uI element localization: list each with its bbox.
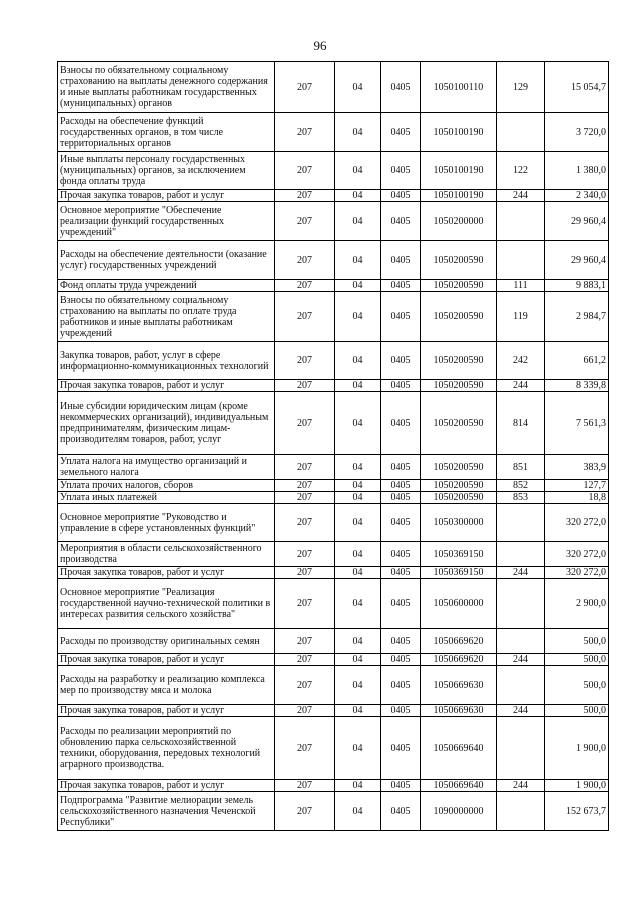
- cell-ved: 207: [275, 567, 335, 579]
- cell-sum: 320 272,0: [545, 542, 609, 567]
- cell-sum: 3 720,0: [545, 113, 609, 152]
- table-row: [58, 792, 609, 831]
- cell-rz: 04: [335, 241, 381, 280]
- table-row: [58, 380, 609, 392]
- cell-sum: 1 900,0: [545, 780, 609, 792]
- cell-name: Фонд оплаты труда учреждений: [58, 280, 275, 292]
- cell-pr: 0405: [381, 392, 421, 455]
- cell-name: Прочая закупка товаров, работ и услуг: [58, 780, 275, 792]
- cell-name: Основное мероприятие "Руководство и управление в сфере установленных функций": [58, 504, 275, 542]
- cell-sum: 7 561,3: [545, 392, 609, 455]
- cell-rz: 04: [335, 542, 381, 567]
- cell-vr: 244: [497, 654, 545, 666]
- cell-sum: 29 960,4: [545, 241, 609, 280]
- table-row: [58, 717, 609, 780]
- cell-rz: 04: [335, 780, 381, 792]
- cell-csr: 1050200590: [421, 392, 497, 455]
- table-row: [58, 62, 609, 113]
- cell-name: Прочая закупка товаров, работ и услуг: [58, 705, 275, 717]
- cell-sum: 9 883,1: [545, 280, 609, 292]
- cell-sum: 127,7: [545, 480, 609, 492]
- cell-rz: 04: [335, 152, 381, 190]
- cell-sum: 29 960,4: [545, 202, 609, 241]
- table-row: [58, 542, 609, 567]
- table-row: [58, 280, 609, 292]
- cell-rz: 04: [335, 666, 381, 705]
- cell-pr: 0405: [381, 492, 421, 504]
- cell-rz: 04: [335, 392, 381, 455]
- table-row: [58, 629, 609, 654]
- cell-rz: 04: [335, 190, 381, 202]
- cell-pr: 0405: [381, 152, 421, 190]
- cell-vr: 244: [497, 705, 545, 717]
- cell-rz: 04: [335, 579, 381, 629]
- cell-pr: 0405: [381, 480, 421, 492]
- cell-rz: 04: [335, 62, 381, 113]
- cell-vr: 852: [497, 480, 545, 492]
- cell-pr: 0405: [381, 280, 421, 292]
- cell-sum: 15 054,7: [545, 62, 609, 113]
- cell-csr: 1050200590: [421, 280, 497, 292]
- cell-name: Иные выплаты персоналу государственных (муниципальных) органов, за исключением фонда оплаты труда: [58, 152, 275, 190]
- cell-csr: 1050369150: [421, 567, 497, 579]
- table-row: [58, 504, 609, 542]
- cell-name: Уплата налога на имущество организаций и земельного налога: [58, 455, 275, 480]
- cell-csr: 1050100190: [421, 190, 497, 202]
- cell-pr: 0405: [381, 241, 421, 280]
- cell-name: Взносы по обязательному социальному страхованию на выплаты денежного содержания и иные выплаты работникам государственных (муниципальных) органов: [58, 62, 275, 113]
- cell-vr: 851: [497, 455, 545, 480]
- cell-name: Уплата иных платежей: [58, 492, 275, 504]
- table-row: [58, 292, 609, 342]
- cell-sum: 500,0: [545, 666, 609, 705]
- cell-sum: 383,9: [545, 455, 609, 480]
- cell-csr: 1050369150: [421, 542, 497, 567]
- cell-vr: [497, 717, 545, 780]
- cell-vr: [497, 113, 545, 152]
- cell-rz: 04: [335, 202, 381, 241]
- cell-sum: 18,8: [545, 492, 609, 504]
- cell-csr: 1050300000: [421, 504, 497, 542]
- cell-rz: 04: [335, 567, 381, 579]
- cell-ved: 207: [275, 492, 335, 504]
- cell-rz: 04: [335, 292, 381, 342]
- cell-vr: 814: [497, 392, 545, 455]
- cell-rz: 04: [335, 705, 381, 717]
- cell-name: Иные субсидии юридическим лицам (кроме некоммерческих организаций), индивидуальным предпринимателям, физическим лицам-производителям товаров, работ, услуг: [58, 392, 275, 455]
- cell-sum: 1 380,0: [545, 152, 609, 190]
- cell-csr: 1050669620: [421, 629, 497, 654]
- cell-ved: 207: [275, 392, 335, 455]
- cell-vr: [497, 629, 545, 654]
- cell-name: Прочая закупка товаров, работ и услуг: [58, 567, 275, 579]
- cell-vr: [497, 542, 545, 567]
- cell-csr: 1090000000: [421, 792, 497, 831]
- cell-ved: 207: [275, 579, 335, 629]
- cell-rz: 04: [335, 342, 381, 380]
- table-row: [58, 654, 609, 666]
- cell-pr: 0405: [381, 62, 421, 113]
- cell-rz: 04: [335, 504, 381, 542]
- table-row: [58, 455, 609, 480]
- cell-name: Взносы по обязательному социальному страхованию на выплаты по оплате труда работников и иные выплаты работникам учреждений: [58, 292, 275, 342]
- cell-vr: 129: [497, 62, 545, 113]
- cell-ved: 207: [275, 380, 335, 392]
- cell-pr: 0405: [381, 202, 421, 241]
- table-row: [58, 579, 609, 629]
- cell-ved: 207: [275, 292, 335, 342]
- table-row: [58, 666, 609, 705]
- cell-name: Уплата прочих налогов, сборов: [58, 480, 275, 492]
- cell-csr: 1050669640: [421, 780, 497, 792]
- cell-csr: 1050669640: [421, 717, 497, 780]
- cell-ved: 207: [275, 480, 335, 492]
- cell-sum: 320 272,0: [545, 504, 609, 542]
- table-row: [58, 780, 609, 792]
- cell-ved: 207: [275, 666, 335, 705]
- cell-pr: 0405: [381, 792, 421, 831]
- cell-ved: 207: [275, 654, 335, 666]
- cell-pr: 0405: [381, 113, 421, 152]
- cell-name: Расходы на обеспечение функций государственных органов, в том числе территориальных органов: [58, 113, 275, 152]
- cell-pr: 0405: [381, 542, 421, 567]
- cell-rz: 04: [335, 280, 381, 292]
- cell-csr: 1050100190: [421, 152, 497, 190]
- cell-name: Расходы на разработку и реализацию комплекса мер по производству мяса и молока: [58, 666, 275, 705]
- cell-vr: [497, 666, 545, 705]
- cell-ved: 207: [275, 705, 335, 717]
- cell-vr: [497, 792, 545, 831]
- cell-vr: 244: [497, 780, 545, 792]
- cell-csr: 1050669620: [421, 654, 497, 666]
- table-row: [58, 113, 609, 152]
- cell-pr: 0405: [381, 292, 421, 342]
- cell-ved: 207: [275, 504, 335, 542]
- cell-pr: 0405: [381, 780, 421, 792]
- cell-csr: 1050200590: [421, 455, 497, 480]
- cell-sum: 8 339,8: [545, 380, 609, 392]
- cell-sum: 2 984,7: [545, 292, 609, 342]
- cell-pr: 0405: [381, 717, 421, 780]
- cell-name: Мероприятия в области сельскохозяйственного производства: [58, 542, 275, 567]
- cell-vr: 244: [497, 380, 545, 392]
- cell-pr: 0405: [381, 579, 421, 629]
- cell-rz: 04: [335, 380, 381, 392]
- cell-csr: 1050669630: [421, 666, 497, 705]
- cell-name: Расходы по реализации мероприятий по обновлению парка сельскохозяйственной техники, оборудования, передовых технологий аграрного производства.: [58, 717, 275, 780]
- cell-vr: 853: [497, 492, 545, 504]
- table-row: [58, 241, 609, 280]
- cell-sum: 500,0: [545, 629, 609, 654]
- cell-ved: 207: [275, 113, 335, 152]
- cell-ved: 207: [275, 455, 335, 480]
- cell-name: Подпрограмма "Развитие мелиорации земель сельскохозяйственного назначения Чеченской Республики": [58, 792, 275, 831]
- cell-pr: 0405: [381, 629, 421, 654]
- cell-pr: 0405: [381, 455, 421, 480]
- cell-ved: 207: [275, 190, 335, 202]
- table-row: [58, 152, 609, 190]
- table-row: [58, 492, 609, 504]
- cell-name: Прочая закупка товаров, работ и услуг: [58, 190, 275, 202]
- table-row: [58, 190, 609, 202]
- cell-name: Расходы на обеспечение деятельности (оказание услуг) государственных учреждений: [58, 241, 275, 280]
- cell-vr: 242: [497, 342, 545, 380]
- cell-csr: 1050200590: [421, 342, 497, 380]
- cell-ved: 207: [275, 629, 335, 654]
- cell-pr: 0405: [381, 342, 421, 380]
- cell-csr: 1050200590: [421, 492, 497, 504]
- cell-sum: 2 900,0: [545, 579, 609, 629]
- cell-rz: 04: [335, 455, 381, 480]
- cell-sum: 152 673,7: [545, 792, 609, 831]
- cell-ved: 207: [275, 542, 335, 567]
- cell-vr: 111: [497, 280, 545, 292]
- cell-ved: 207: [275, 280, 335, 292]
- cell-vr: 244: [497, 567, 545, 579]
- table-row: [58, 392, 609, 455]
- cell-vr: [497, 241, 545, 280]
- cell-csr: 1050100110: [421, 62, 497, 113]
- table-row: [58, 342, 609, 380]
- cell-vr: 122: [497, 152, 545, 190]
- cell-sum: 661,2: [545, 342, 609, 380]
- cell-csr: 1050100190: [421, 113, 497, 152]
- cell-rz: 04: [335, 480, 381, 492]
- cell-vr: [497, 202, 545, 241]
- cell-rz: 04: [335, 113, 381, 152]
- cell-name: Прочая закупка товаров, работ и услуг: [58, 380, 275, 392]
- cell-csr: 1050200000: [421, 202, 497, 241]
- cell-vr: [497, 579, 545, 629]
- cell-csr: 1050200590: [421, 292, 497, 342]
- cell-pr: 0405: [381, 654, 421, 666]
- table-row: [58, 567, 609, 579]
- cell-name: Прочая закупка товаров, работ и услуг: [58, 654, 275, 666]
- page-number: 96: [313, 38, 327, 53]
- cell-pr: 0405: [381, 705, 421, 717]
- cell-ved: 207: [275, 792, 335, 831]
- cell-sum: 320 272,0: [545, 567, 609, 579]
- cell-rz: 04: [335, 654, 381, 666]
- table-row: [58, 202, 609, 241]
- cell-ved: 207: [275, 717, 335, 780]
- cell-csr: 1050200590: [421, 241, 497, 280]
- cell-name: Основное мероприятие "Реализация государственной научно-технической политики в интересах развития сельского хозяйства": [58, 579, 275, 629]
- cell-pr: 0405: [381, 380, 421, 392]
- cell-sum: 2 340,0: [545, 190, 609, 202]
- cell-ved: 207: [275, 342, 335, 380]
- cell-csr: 1050200590: [421, 480, 497, 492]
- budget-table: [57, 61, 609, 831]
- cell-ved: 207: [275, 241, 335, 280]
- cell-csr: 1050200590: [421, 380, 497, 392]
- cell-csr: 1050669630: [421, 705, 497, 717]
- cell-csr: 1050600000: [421, 579, 497, 629]
- cell-ved: 207: [275, 62, 335, 113]
- cell-vr: 244: [497, 190, 545, 202]
- cell-rz: 04: [335, 792, 381, 831]
- cell-pr: 0405: [381, 666, 421, 705]
- cell-rz: 04: [335, 717, 381, 780]
- budget-table-body: [58, 62, 609, 831]
- cell-ved: 207: [275, 152, 335, 190]
- cell-pr: 0405: [381, 567, 421, 579]
- cell-ved: 207: [275, 780, 335, 792]
- cell-vr: [497, 504, 545, 542]
- cell-name: Основное мероприятие "Обеспечение реализации функций государственных учреждений": [58, 202, 275, 241]
- cell-name: Расходы по производству оригинальных семян: [58, 629, 275, 654]
- cell-sum: 500,0: [545, 705, 609, 717]
- cell-ved: 207: [275, 202, 335, 241]
- cell-sum: 1 900,0: [545, 717, 609, 780]
- cell-name: Закупка товаров, работ, услуг в сфере информационно-коммуникационных технологий: [58, 342, 275, 380]
- cell-rz: 04: [335, 492, 381, 504]
- cell-sum: 500,0: [545, 654, 609, 666]
- cell-vr: 119: [497, 292, 545, 342]
- table-row: [58, 480, 609, 492]
- cell-rz: 04: [335, 629, 381, 654]
- cell-pr: 0405: [381, 190, 421, 202]
- table-row: [58, 705, 609, 717]
- cell-pr: 0405: [381, 504, 421, 542]
